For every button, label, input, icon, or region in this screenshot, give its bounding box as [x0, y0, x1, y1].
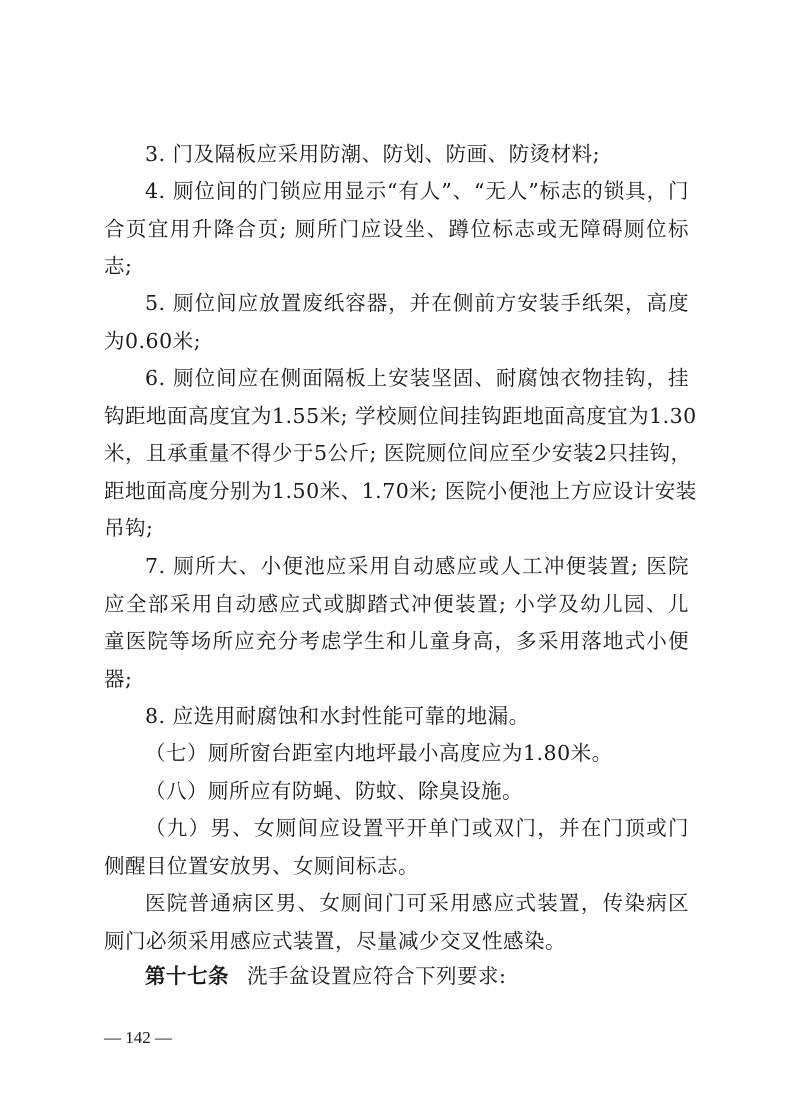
paragraph-line: （七）厕所窗台距室内地坪最小高度应为1.80米。 [145, 741, 613, 765]
paragraph-item-5 [104, 285, 689, 360]
paragraph-line: （八）厕所应有防蝇、防蚊、除臭设施。 [145, 779, 523, 803]
paragraph-line: 侧醒目位置安放男、女厕间标志。 [104, 853, 419, 878]
paragraph-line: 为0.60米; [104, 328, 202, 353]
paragraph-line: 8. 应选用耐腐蚀和水封性能可靠的地漏。 [145, 704, 530, 728]
paragraph-item-7th [104, 735, 689, 773]
paragraph-line: 距地面高度分别为1.50米、1.70米; 医院小便池上方应设计安装 [104, 478, 697, 503]
paragraph-line: 6. 厕位间应在侧面隔板上安装坚固、耐腐蚀衣物挂钩，挂 [145, 366, 689, 390]
article-number: 第十七条 [145, 964, 229, 988]
paragraph-line: 4. 厕位间的门锁应用显示“有人”、“无人”标志的锁具，门 [145, 179, 689, 203]
paragraph-line: 吊钩; [104, 516, 154, 540]
paragraph-line: 器; [104, 666, 133, 691]
paragraph-item-8 [104, 698, 689, 736]
paragraph-line: 合页宜用升降合页; 厕所门应设坐、蹲位标志或无障碍厕位标 [104, 216, 689, 241]
paragraph-item-4 [104, 173, 689, 286]
paragraph-line: 医院普通病区男、女厕间门可采用感应式装置，传染病区 [145, 891, 689, 915]
paragraph-line: 7. 厕所大、小便池应采用自动感应或人工冲便装置; 医院 [145, 554, 689, 578]
paragraph-line: 志; [104, 254, 133, 278]
paragraph-line: 童医院等场所应充分考虑学生和儿童身高，多采用落地式小便 [104, 629, 689, 653]
page-number: — 142 — [104, 1028, 172, 1047]
paragraph-line: 5. 厕位间应放置废纸容器，并在侧前方安装手纸架，高度 [145, 291, 689, 315]
paragraph-line: 厕门必须采用感应式装置，尽量减少交叉性感染。 [104, 928, 566, 953]
paragraph-item-3 [104, 136, 689, 174]
paragraph-item-9th [104, 810, 689, 885]
article-text: 洗手盆设置应符合下列要求: [247, 964, 507, 988]
paragraph-hospital [104, 885, 689, 960]
paragraph-line: （九）男、女厕间应设置平开单门或双门，并在门顶或门 [145, 816, 689, 840]
paragraph-item-6 [104, 360, 697, 548]
paragraph-line: 钩距地面高度宜为1.55米; 学校厕位间挂钩距地面高度宜为1.30 [104, 403, 697, 428]
paragraph-line: 3. 门及隔板应采用防潮、防划、防画、防烫材料; [145, 142, 600, 166]
paragraph-item-8th [104, 773, 689, 811]
paragraph-line: 米，且承重量不得少于5公斤; 医院厕位间应至少安装2只挂钩， [104, 441, 692, 465]
paragraph-item-7 [104, 548, 689, 698]
paragraph-line: 应全部采用自动感应式或脚踏式冲便装置; 小学及幼儿园、儿 [104, 591, 689, 616]
article-heading [145, 958, 506, 996]
